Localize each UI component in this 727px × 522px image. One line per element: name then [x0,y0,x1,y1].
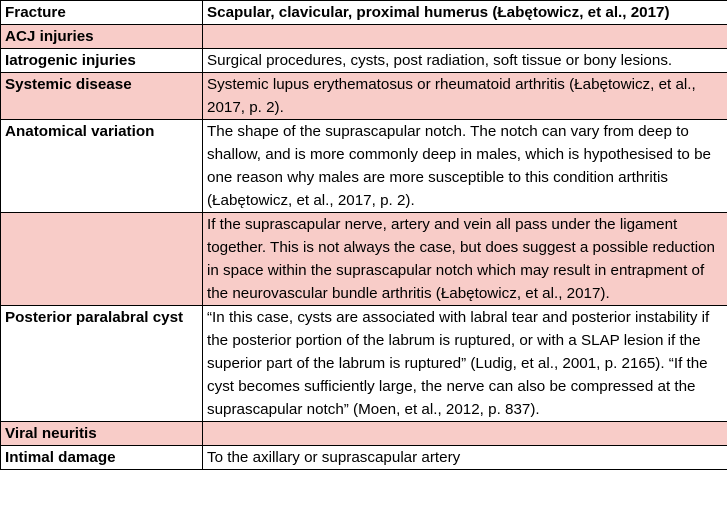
row-description: Systemic lupus erythematosus or rheumatoid arthritis (Łabętowicz, et al., 2017, p. 2). [203,73,727,120]
table-row [1,213,727,306]
row-description [203,25,727,49]
row-description: To the axillary or suprascapular artery [203,446,727,470]
row-term: Viral neuritis [1,422,203,446]
table-row [1,25,727,49]
table-row [1,120,727,213]
row-term [1,213,203,306]
row-description: If the suprascapular nerve, artery and vein all pass under the ligament together. This is not always the case, but does suggest a possible reduction in space within the suprascapular notch which may result in entrapment of the neurovascular bundle arthritis (Łabętowicz, et al., 2017). [203,213,727,306]
row-description: Surgical procedures, cysts, post radiation, soft tissue or bony lesions. [203,49,727,73]
row-term: Posterior paralabral cyst [1,306,203,422]
row-term: Iatrogenic injuries [1,49,203,73]
row-description [203,422,727,446]
header-cell-fracture: Fracture [1,1,203,25]
row-term: ACJ injuries [1,25,203,49]
row-term: Systemic disease [1,73,203,120]
header-cell-fracture-types: Scapular, clavicular, proximal humerus (Łabętowicz, et al., 2017) [203,1,727,25]
row-term: Intimal damage [1,446,203,470]
row-description: “In this case, cysts are associated with labral tear and posterior instability if the posterior portion of the labrum is ruptured, or with a SLAP lesion if the superior part of the labrum is ruptured” (Ludig, et al., 2001, p. 2165). “If the cyst becomes sufficiently large, the nerve can also be compressed at the suprascapular notch” (Moen, et al., 2012, p. 837). [203,306,727,422]
row-description: The shape of the suprascapular notch. The notch can vary from deep to shallow, and is more commonly deep in males, which is hypothesised to be one reason why males are more susceptible to this condition arthritis (Łabętowicz, et al., 2017, p. 2). [203,120,727,213]
table-header-row [1,1,727,25]
table-row [1,446,727,470]
table-row [1,306,727,422]
row-term: Anatomical variation [1,120,203,213]
table-row [1,73,727,120]
table-row [1,422,727,446]
table-row [1,49,727,73]
